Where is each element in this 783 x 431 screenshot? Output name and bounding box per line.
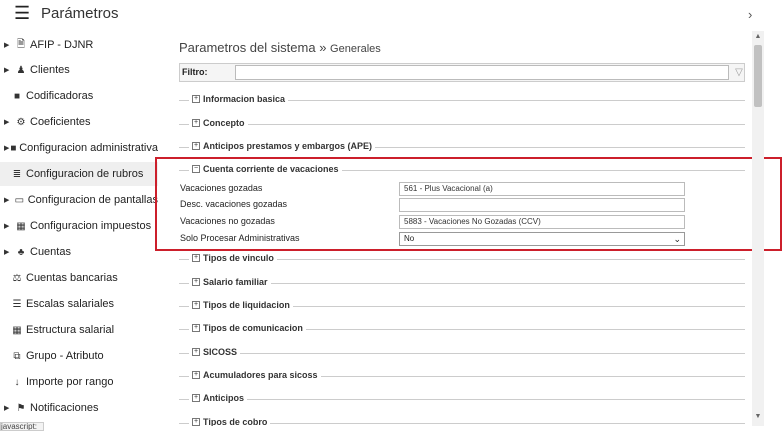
sidebar-item-cuentas[interactable] [0, 240, 158, 264]
bell-icon: ⚑ [16, 402, 26, 414]
select-value: No [404, 234, 415, 243]
section-tipos-de-vinculo[interactable] [179, 254, 745, 264]
section-acumuladores-para-sicoss[interactable] [179, 371, 745, 381]
expand-arrow-icon[interactable]: ▶ [4, 67, 10, 74]
chevron-down-icon[interactable]: ⌄ [673, 234, 681, 244]
expand-toggle-icon[interactable]: + [193, 278, 199, 285]
section-label: Acumuladores para sicoss [203, 370, 318, 380]
sort-numeric-icon: ↓ [14, 376, 20, 388]
top-bar [0, 0, 783, 28]
main-content [172, 31, 752, 426]
filter-bar [179, 63, 745, 82]
field-desc-vacaciones-gozadas [180, 198, 740, 212]
desc-vacaciones-gozadas-input[interactable] [399, 198, 685, 212]
sidebar-item-label: Configuracion de rubros [26, 168, 144, 180]
hamburger-icon[interactable]: ☰ [14, 3, 31, 23]
expand-arrow-icon[interactable]: ▶ [4, 42, 10, 49]
breadcrumb-separator: » [319, 40, 327, 55]
section-informacion-basica[interactable] [179, 95, 745, 105]
section-legend[interactable] [189, 323, 306, 333]
expand-toggle-icon[interactable]: + [193, 324, 199, 331]
chevron-right-icon[interactable]: › [748, 7, 753, 22]
user-icon: ♟ [16, 64, 26, 76]
expand-toggle-icon[interactable]: + [193, 394, 199, 401]
expand-toggle-icon[interactable]: + [193, 95, 199, 102]
expand-toggle-icon[interactable]: + [193, 301, 199, 308]
section-legend[interactable] [189, 164, 342, 174]
scrollbar-thumb[interactable] [754, 45, 762, 107]
section-label: Concepto [203, 118, 245, 128]
sidebar-item-cuentas-bancarias[interactable] [0, 266, 158, 290]
vacaciones-gozadas-input[interactable]: 561 - Plus Vacacional (a) [399, 182, 685, 196]
sidebar-item-label: Configuracion administrativa [19, 142, 158, 154]
sidebar-item-estructura-salarial[interactable] [0, 318, 158, 342]
bookmark-icon: ■ [13, 90, 21, 102]
sidebar-item-label: Codificadoras [26, 90, 94, 102]
section-label: SICOSS [203, 347, 238, 357]
status-bar: javascript: [0, 422, 44, 431]
sidebar-item-codificadoras[interactable] [0, 84, 158, 108]
section-anticipos[interactable] [179, 394, 745, 404]
document-icon: 🗎 [16, 38, 26, 50]
sidebar-item-label: Configuracion de pantallas [27, 194, 158, 206]
section-cuenta-corriente-vacaciones[interactable] [179, 165, 745, 175]
section-label: Salario familiar [203, 277, 268, 287]
sidebar-item-label: Cuentas [30, 246, 71, 258]
expand-toggle-icon[interactable]: + [193, 254, 199, 261]
field-solo-procesar-administrativas [180, 232, 740, 246]
sidebar-item-label: Clientes [30, 64, 70, 76]
grid-icon: ▦ [12, 324, 22, 336]
section-anticipos-prestamos[interactable] [179, 142, 745, 152]
section-legend[interactable] [189, 118, 248, 128]
sidebar-item-label: Cuentas bancarias [26, 272, 118, 284]
expand-arrow-icon[interactable]: ▶ [4, 223, 10, 230]
field-vacaciones-no-gozadas [180, 215, 740, 229]
section-legend[interactable] [189, 300, 293, 310]
section-legend[interactable] [189, 393, 247, 403]
expand-toggle-icon[interactable]: + [193, 348, 199, 355]
sidebar-item-escalas-salariales[interactable] [0, 292, 158, 316]
page-title-text: Parametros del sistema [179, 40, 316, 55]
sidebar-item-configuracion-administrativa[interactable] [0, 136, 158, 160]
sidebar-item-configuracion-de-pantallas[interactable] [0, 188, 158, 212]
expand-arrow-icon[interactable]: ▶ [4, 249, 10, 256]
section-label: Tipos de liquidacion [203, 300, 290, 310]
app-title: Parámetros [41, 5, 119, 22]
section-legend[interactable] [189, 370, 321, 380]
expand-toggle-icon[interactable]: + [193, 371, 199, 378]
sidebar-item-label: Escalas salariales [26, 298, 115, 310]
section-legend[interactable] [189, 277, 271, 287]
filter-input[interactable] [235, 65, 729, 80]
scroll-down-icon[interactable]: ▼ [754, 413, 762, 420]
monitor-icon: ▭ [14, 194, 25, 206]
balance-scale-icon: ⚖ [12, 272, 22, 284]
field-label: Desc. vacaciones gozadas [180, 199, 288, 209]
section-legend[interactable] [189, 347, 240, 357]
vacaciones-no-gozadas-input[interactable]: 5883 - Vacaciones No Gozadas (CCV) [399, 215, 685, 229]
page-subtitle: Generales [330, 43, 381, 55]
field-label: Vacaciones no gozadas [180, 216, 275, 226]
expand-toggle-icon[interactable]: + [193, 119, 199, 126]
section-tipos-de-comunicacion[interactable] [179, 324, 745, 334]
gear-icon: ⚙ [16, 116, 26, 128]
users-icon: ♣ [17, 246, 25, 258]
expand-toggle-icon[interactable]: + [193, 418, 199, 425]
field-vacaciones-gozadas [180, 182, 740, 196]
section-label: Anticipos prestamos y embargos (APE) [203, 141, 373, 151]
expand-arrow-icon[interactable]: ▶ [4, 197, 10, 204]
sidebar-item-grupo-atributo[interactable] [0, 344, 158, 368]
sidebar-item-clientes[interactable] [0, 58, 158, 82]
section-label: Tipos de cobro [203, 417, 268, 426]
sidebar-item-label: Configuracion impuestos [30, 220, 152, 232]
calculator-icon: ▦ [16, 220, 26, 232]
folder-icon: ■ [10, 142, 17, 154]
solo-procesar-administrativas-select[interactable] [399, 232, 685, 246]
sidebar-item-notificaciones[interactable] [0, 396, 158, 420]
section-label: Informacion basica [203, 94, 286, 104]
sidebar [0, 31, 158, 431]
expand-arrow-icon[interactable]: ▶ [4, 405, 10, 412]
group-object-icon: ⧉ [13, 350, 21, 362]
section-tipos-de-liquidacion[interactable] [179, 301, 745, 311]
page-title [179, 40, 381, 55]
section-label: Anticipos [203, 393, 245, 403]
sidebar-item-configuracion-impuestos[interactable] [0, 214, 158, 238]
field-label: Solo Procesar Administrativas [180, 233, 300, 243]
sidebar-item-label: Notificaciones [30, 402, 99, 414]
list-ul-icon: ☰ [12, 298, 22, 310]
sidebar-item-label: Estructura salarial [26, 324, 115, 336]
field-label: Vacaciones gozadas [180, 183, 263, 193]
filter-label: Filtro: [182, 67, 208, 77]
sidebar-item-afip-djnr[interactable] [0, 33, 158, 57]
sidebar-item-coeficientes[interactable] [0, 110, 158, 134]
section-sicoss[interactable] [179, 348, 745, 358]
expand-arrow-icon[interactable]: ▶ [4, 119, 10, 126]
section-label: Cuenta corriente de vacaciones [203, 164, 339, 174]
section-salario-familiar[interactable] [179, 278, 745, 288]
section-legend[interactable] [189, 94, 288, 104]
list-icon: ≣ [12, 168, 22, 180]
section-tipos-de-cobro[interactable] [179, 418, 745, 426]
section-legend[interactable] [189, 253, 277, 263]
section-legend[interactable] [189, 417, 270, 426]
section-label: Tipos de comunicacion [203, 323, 303, 333]
sidebar-item-label: Importe por rango [26, 376, 114, 388]
sidebar-item-configuracion-de-rubros[interactable] [0, 162, 158, 186]
sidebar-item-label: Coeficientes [30, 116, 91, 128]
section-concepto[interactable] [179, 119, 745, 129]
expand-toggle-icon[interactable]: + [193, 142, 199, 149]
sidebar-item-label: Grupo - Atributo [26, 350, 104, 362]
sidebar-item-importe-por-rango[interactable] [0, 370, 158, 394]
collapse-toggle-icon[interactable]: − [193, 165, 199, 172]
section-legend[interactable] [189, 141, 375, 151]
expand-arrow-icon[interactable]: ▶ [4, 145, 10, 152]
scroll-up-icon[interactable]: ▲ [754, 33, 762, 40]
section-label: Tipos de vinculo [203, 253, 274, 263]
filter-icon[interactable]: ▽ [735, 67, 743, 78]
sidebar-item-label: AFIP - DJNR [30, 39, 94, 51]
vertical-scrollbar[interactable] [752, 31, 764, 426]
